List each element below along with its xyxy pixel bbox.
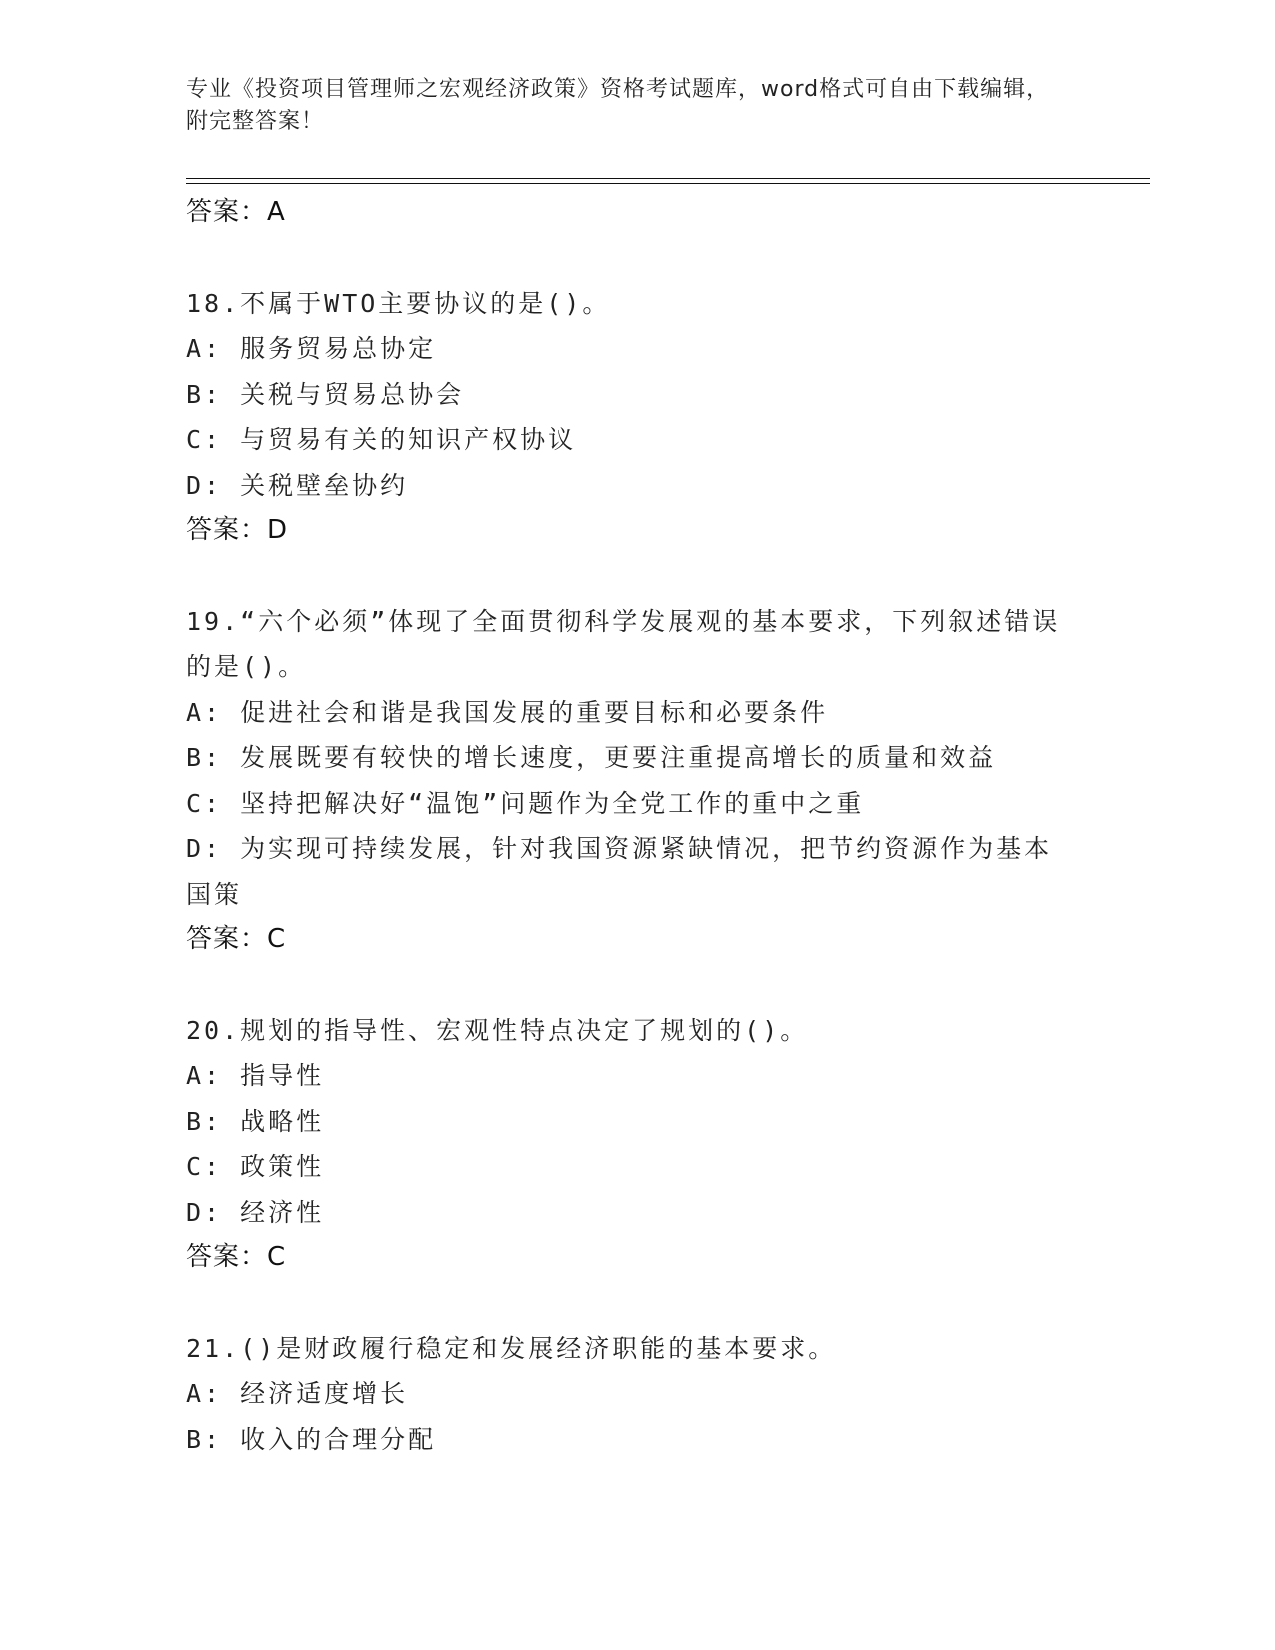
option-a: A: 指导性 (186, 1061, 325, 1090)
question-stem: 20.规划的指导性、宏观性特点决定了规划的()。 (186, 1015, 809, 1045)
question-stem: 18.不属于WTO主要协议的是()。 (186, 288, 611, 318)
question-block (186, 281, 1076, 554)
question-block (186, 1326, 1076, 1463)
answer-line: 答案：C (186, 1242, 287, 1272)
question-stem: 19.“六个必须”体现了全面贯彻科学发展观的基本要求，下列叙述错误的是()。 (186, 606, 1061, 681)
question-block (186, 599, 1076, 963)
option-c: C: 政策性 (186, 1152, 325, 1181)
spacer (186, 554, 1076, 599)
option-b: B: 战略性 (186, 1106, 325, 1136)
answer-line: 答案：A (186, 197, 286, 227)
header-rule-bottom (186, 183, 1150, 184)
spacer (186, 963, 1076, 1008)
question-stem: 21.()是财政履行稳定和发展经济职能的基本要求。 (186, 1333, 837, 1363)
option-d: D: 经济性 (186, 1197, 325, 1227)
option-b: B: 收入的合理分配 (186, 1424, 437, 1454)
option-a: A: 经济适度增长 (186, 1379, 409, 1408)
option-a: A: 服务贸易总协定 (186, 334, 437, 363)
option-c: C: 坚持把解决好“温饱”问题作为全党工作的重中之重 (186, 788, 865, 818)
spacer (186, 1281, 1076, 1326)
header-rule-top (186, 178, 1150, 179)
option-d: D: 为实现可持续发展，针对我国资源紧缺情况，把节约资源作为基本国策 (186, 834, 1053, 909)
option-a: A: 促进社会和谐是我国发展的重要目标和必要条件 (186, 697, 829, 727)
answer-line: 答案：D (186, 515, 289, 545)
question-list (186, 190, 1076, 1462)
spacer (186, 236, 1076, 281)
question-block (186, 1008, 1076, 1281)
option-c: C: 与贸易有关的知识产权协议 (186, 425, 577, 454)
option-b: B: 发展既要有较快的增长速度，更要注重提高增长的质量和效益 (186, 743, 997, 772)
option-d: D: 关税壁垒协约 (186, 470, 409, 500)
page-header-text: 专业《投资项目管理师之宏观经济政策》资格考试题库，word格式可自由下载编辑，附完整答案！ (186, 77, 1050, 134)
option-b: B: 关税与贸易总协会 (186, 379, 465, 409)
answer-line: 答案：C (186, 924, 287, 954)
